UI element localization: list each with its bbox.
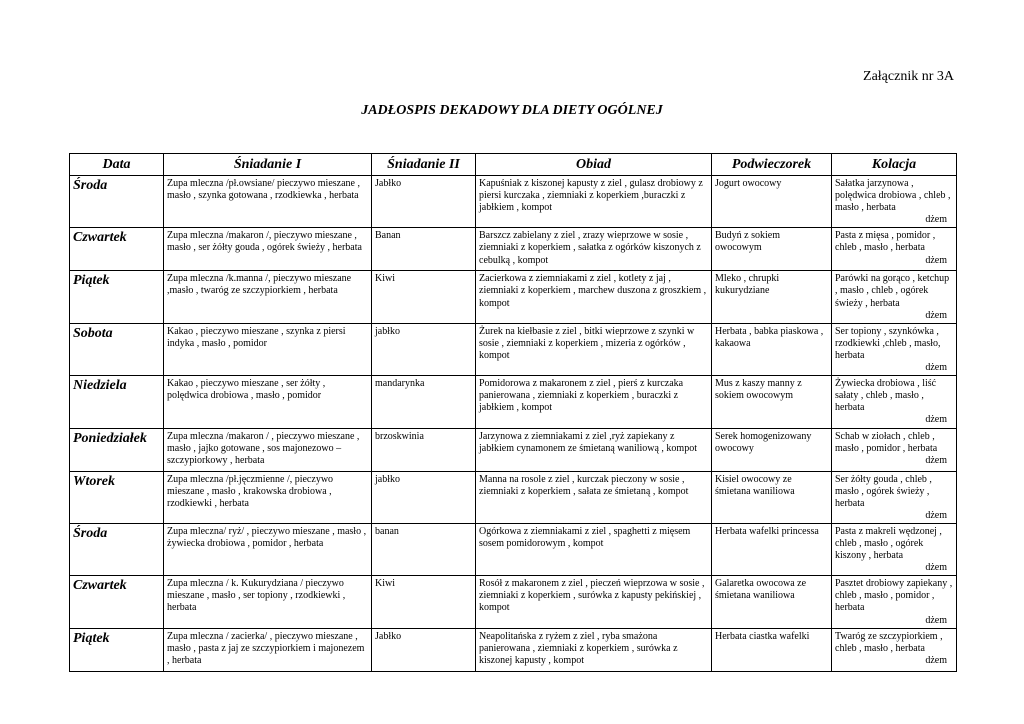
column-header-supper: Kolacja xyxy=(832,154,957,176)
supper-cell xyxy=(832,376,957,428)
column-header-snack: Podwieczorek xyxy=(712,154,832,176)
supper-jam: dżem xyxy=(925,509,947,521)
supper-cell xyxy=(832,323,957,375)
table-row xyxy=(70,628,957,671)
snack-cell: Mus z kaszy manny z sokiem owocowym xyxy=(712,376,832,428)
breakfast-1-cell: Zupa mleczna / k. Kukurydziana / pieczywo mieszane , masło , ser topiony , rzodkiewki , herbata xyxy=(164,576,372,628)
supper-jam: dżem xyxy=(925,414,947,426)
supper-cell xyxy=(832,228,957,271)
snack-cell: Jogurt owocowy xyxy=(712,176,832,228)
supper-cell xyxy=(832,628,957,671)
document-title: JADŁOSPIS DEKADOWY DLA DIETY OGÓLNEJ xyxy=(361,103,663,118)
supper-jam: dżem xyxy=(925,562,947,574)
snack-cell: Budyń z sokiem owocowym xyxy=(712,228,832,271)
supper-text: Twaróg ze szczypiorkiem , chleb , masło , herbata xyxy=(835,630,943,654)
day-cell: Piątek xyxy=(70,628,164,671)
day-cell: Czwartek xyxy=(70,576,164,628)
lunch-cell: Żurek na kiełbasie z ziel , bitki wieprzowe z szynki w sosie , ziemniaki z koperkiem , mizeria z ogórków , kompot xyxy=(476,323,712,375)
table-row xyxy=(70,323,957,375)
supper-jam: dżem xyxy=(925,309,947,321)
table-row xyxy=(70,376,957,428)
lunch-cell: Ogórkowa z ziemniakami z ziel , spaghetti z mięsem sosem pomidorowym , kompot xyxy=(476,523,712,575)
breakfast-1-cell: Zupa mleczna /k.manna /, pieczywo mieszane ,masło , twaróg ze szczypiorkiem , herbata xyxy=(164,271,372,323)
supper-text: Żywiecka drobiowa , liść sałaty , chleb , masło , herbata xyxy=(835,378,937,414)
menu-body xyxy=(70,176,957,672)
day-cell: Środa xyxy=(70,523,164,575)
supper-jam: dżem xyxy=(925,454,947,466)
supper-text: Pasta z mięsa , pomidor , chleb , masło , herbata xyxy=(835,230,936,254)
lunch-cell: Pomidorowa z makaronem z ziel , pierś z kurczaka panierowana , ziemniaki z koperkiem , buraczki z jabłkiem , kompot xyxy=(476,376,712,428)
supper-cell xyxy=(832,471,957,523)
supper-jam: dżem xyxy=(925,214,947,226)
lunch-cell: Neapolitańska z ryżem z ziel , ryba smażona panierowana , ziemniaki z koperkiem , surówka z kiszonej kapusty , kompot xyxy=(476,628,712,671)
lunch-cell: Jarzynowa z ziemniakami z ziel ,ryż zapiekany z jabłkiem cynamonem ze śmietaną waniliową , kompot xyxy=(476,428,712,471)
snack-cell: Kisiel owocowy ze śmietana waniliowa xyxy=(712,471,832,523)
table-row xyxy=(70,576,957,628)
supper-jam: dżem xyxy=(925,614,947,626)
breakfast-2-cell: banan xyxy=(372,523,476,575)
day-cell: Wtorek xyxy=(70,471,164,523)
snack-cell: Herbata , babka piaskowa , kakaowa xyxy=(712,323,832,375)
breakfast-1-cell: Zupa mleczna /makaron / , pieczywo mieszane , masło , jajko gotowane , sos majonezowo – szczypiorkowy , herbata xyxy=(164,428,372,471)
supper-cell xyxy=(832,271,957,323)
breakfast-1-cell: Zupa mleczna /pł.jęczmienne /, pieczywo mieszane , masło , krakowska drobiowa , rzodkiewki , herbata xyxy=(164,471,372,523)
supper-text: Pasta z makreli wędzonej , chleb , masło , ogórek kiszony , herbata xyxy=(835,525,942,562)
breakfast-2-cell: Kiwi xyxy=(372,271,476,323)
table-row xyxy=(70,228,957,271)
supper-jam: dżem xyxy=(925,654,947,666)
breakfast-1-cell: Kakao , pieczywo mieszane , szynka z piersi indyka , masło , pomidor xyxy=(164,323,372,375)
supper-cell xyxy=(832,523,957,575)
breakfast-2-cell: jabłko xyxy=(372,471,476,523)
breakfast-2-cell: Jabłko xyxy=(372,176,476,228)
day-cell: Niedziela xyxy=(70,376,164,428)
snack-cell: Galaretka owocowa ze śmietana waniliowa xyxy=(712,576,832,628)
breakfast-2-cell: Kiwi xyxy=(372,576,476,628)
annex-label: Załącznik nr 3A xyxy=(863,69,954,84)
supper-jam: dżem xyxy=(925,254,947,266)
breakfast-2-cell: Jabłko xyxy=(372,628,476,671)
column-header-breakfast-2: Śniadanie II xyxy=(372,154,476,176)
menu-table xyxy=(69,153,957,672)
supper-cell xyxy=(832,176,957,228)
breakfast-2-cell: jabłko xyxy=(372,323,476,375)
table-row xyxy=(70,428,957,471)
day-cell: Piątek xyxy=(70,271,164,323)
header-row xyxy=(70,154,957,176)
column-header-breakfast-1: Śniadanie I xyxy=(164,154,372,176)
supper-text: Schab w ziołach , chleb , masło , pomidor , herbata xyxy=(835,430,938,454)
table-row xyxy=(70,176,957,228)
supper-text: Parówki na gorąco , ketchup , masło , chleb , ogórek świeży , herbata xyxy=(835,273,950,309)
snack-cell: Herbata wafelki princessa xyxy=(712,523,832,575)
lunch-cell: Zacierkowa z ziemniakami z ziel , kotlety z jaj , ziemniaki z koperkiem , marchew duszona z groszkiem , kompot xyxy=(476,271,712,323)
lunch-cell: Manna na rosole z ziel , kurczak pieczony w sosie , ziemniaki z koperkiem , sałata ze śmietaną , kompot xyxy=(476,471,712,523)
breakfast-1-cell: Kakao , pieczywo mieszane , ser żółty , polędwica drobiowa , masło , pomidor xyxy=(164,376,372,428)
snack-cell: Serek homogenizowany owocowy xyxy=(712,428,832,471)
supper-text: Ser topiony , szynkówka , rzodkiewki ,chleb , masło, herbata xyxy=(835,325,941,361)
supper-text: Sałatka jarzynowa , polędwica drobiowa , chleb , masło , herbata xyxy=(835,178,951,214)
breakfast-1-cell: Zupa mleczna /makaron /, pieczywo mieszane , masło , ser żółty gouda , ogórek świeży , herbata xyxy=(164,228,372,271)
lunch-cell: Rosół z makaronem z ziel , pieczeń wieprzowa w sosie , ziemniaki z koperkiem , surówka z kapusty pekińskiej , kompot xyxy=(476,576,712,628)
snack-cell: Mleko , chrupki kukurydziane xyxy=(712,271,832,323)
supper-jam: dżem xyxy=(925,362,947,374)
breakfast-2-cell: mandarynka xyxy=(372,376,476,428)
table-row xyxy=(70,471,957,523)
breakfast-1-cell: Zupa mleczna /pł.owsiane/ pieczywo mieszane , masło , szynka gotowana , rzodkiewka , herbata xyxy=(164,176,372,228)
snack-cell: Herbata ciastka wafelki xyxy=(712,628,832,671)
table-row xyxy=(70,523,957,575)
day-cell: Środa xyxy=(70,176,164,228)
day-cell: Czwartek xyxy=(70,228,164,271)
supper-cell xyxy=(832,576,957,628)
breakfast-1-cell: Zupa mleczna / zacierka/ , pieczywo mieszane , masło , pasta z jaj ze szczypiorkiem i majonezem , herbata xyxy=(164,628,372,671)
breakfast-2-cell: Banan xyxy=(372,228,476,271)
supper-text: Pasztet drobiowy zapiekany , chleb , masło , pomidor , herbata xyxy=(835,578,953,614)
column-header-lunch: Obiad xyxy=(476,154,712,176)
lunch-cell: Kapuśniak z kiszonej kapusty z ziel , gulasz drobiowy z piersi kurczaka , ziemniaki z koperkiem ,buraczki z jabłkiem , kompot xyxy=(476,176,712,228)
breakfast-2-cell: brzoskwinia xyxy=(372,428,476,471)
table-row xyxy=(70,271,957,323)
lunch-cell: Barszcz zabielany z ziel , zrazy wieprzowe w sosie , ziemniaki z koperkiem , sałatka z ogórków kiszonych z cebulką , kompot xyxy=(476,228,712,271)
day-cell: Sobota xyxy=(70,323,164,375)
day-cell: Poniedziałek xyxy=(70,428,164,471)
supper-text: Ser żółty gouda , chleb , masło , ogórek świeży , herbata xyxy=(835,473,932,509)
breakfast-1-cell: Zupa mleczna/ ryż/ , pieczywo mieszane , masło , żywiecka drobiowa , pomidor , herbata xyxy=(164,523,372,575)
column-header-date: Data xyxy=(70,154,164,176)
supper-cell xyxy=(832,428,957,471)
